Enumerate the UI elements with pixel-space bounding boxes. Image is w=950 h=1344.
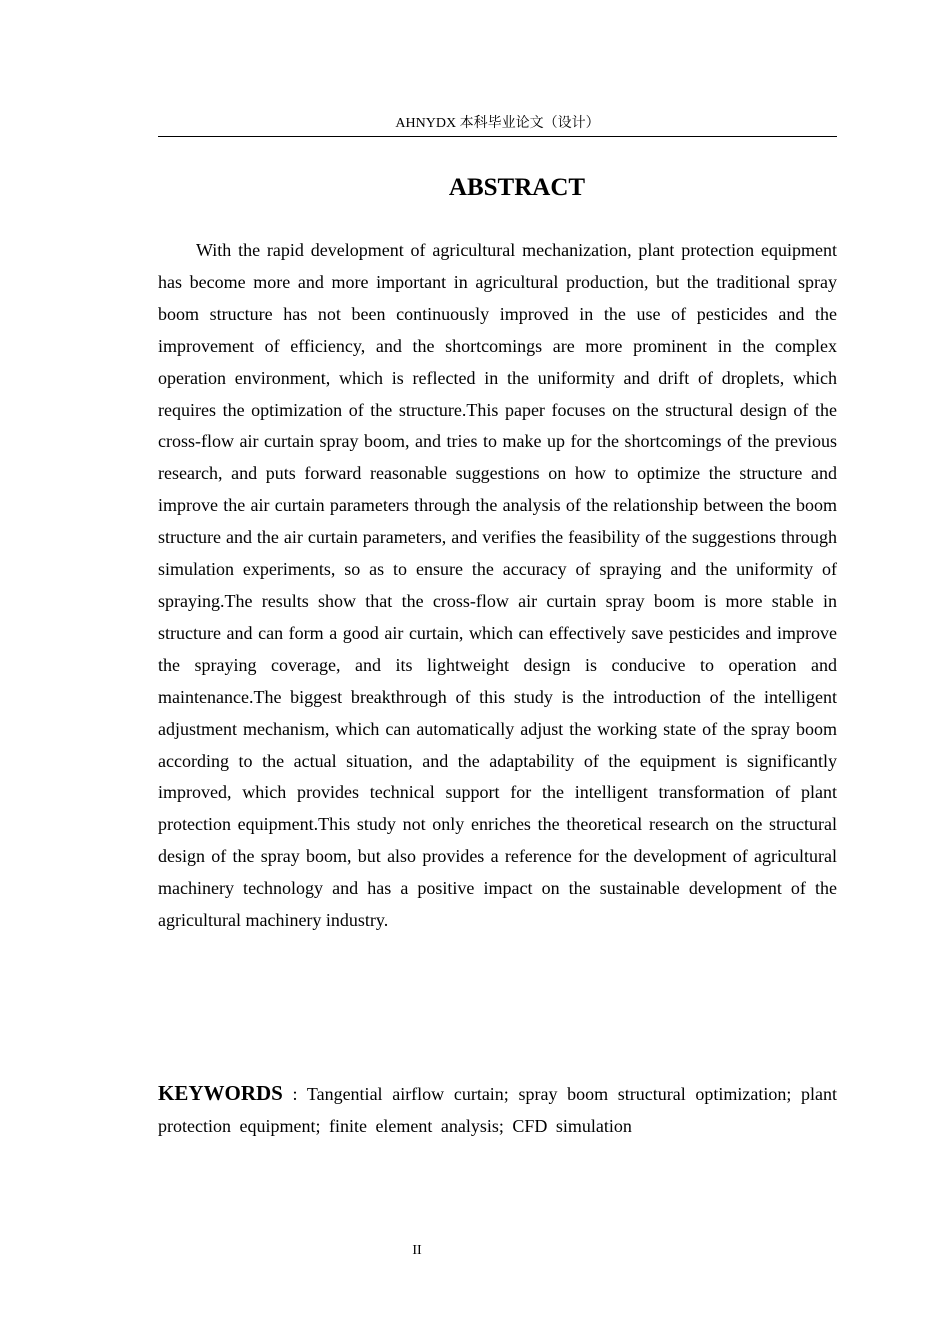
running-header: AHNYDX 本科毕业论文（设计） — [395, 116, 600, 131]
keywords-label: KEYWORDS — [158, 1081, 283, 1105]
keywords-text: Tangential airflow curtain; spray boom structural optimization; plant protection equipment; finite element analysis; CFD simulation — [158, 1084, 837, 1136]
keywords-separator: : — [282, 1084, 307, 1104]
header-rule — [158, 136, 837, 137]
page-number: II — [412, 1243, 422, 1258]
keywords-paragraph — [158, 1077, 837, 1142]
abstract-body: With the rapid development of agricultural mechanization, plant protection equipment has become more and more important in agricultural production, but the traditional spray boom structure has not been continuously improved in the use of pesticides and the improvement of efficiency, and the shortcomings are more prominent in the complex operation environment, which is reflected in the uniformity and drift of droplets, which requires the optimization of the structure.This paper focuses on the structural design of the cross-flow air curtain spray boom, and tries to make up for the shortcomings of the previous research, and puts forward reasonable suggestions on how to optimize the structure and improve the air curtain parameters through the analysis of the relationship between the boom structure and the air curtain parameters, and verifies the feasibility of the suggestions through simulation experiments, so as to ensure the accuracy of spraying and the uniformity of spraying.The results show that the cross-flow air curtain spray boom is more stable in structure and can form a good air curtain, which can effectively save pesticides and improve the spraying coverage, and its lightweight design is conducive to operation and maintenance.The biggest breakthrough of this study is the introduction of the intelligent adjustment mechanism, which can automatically adjust the working state of the spray boom according to the actual situation, and the adaptability of the equipment is significantly improved, which provides technical support for the intelligent transformation of plant protection equipment.This study not only enriches the theoretical research on the structural design of the spray boom, but also provides a reference for the development of agricultural machinery technology and has a positive impact on the sustainable development of the agricultural machinery industry. — [158, 240, 837, 931]
abstract-title: ABSTRACT — [448, 174, 586, 201]
